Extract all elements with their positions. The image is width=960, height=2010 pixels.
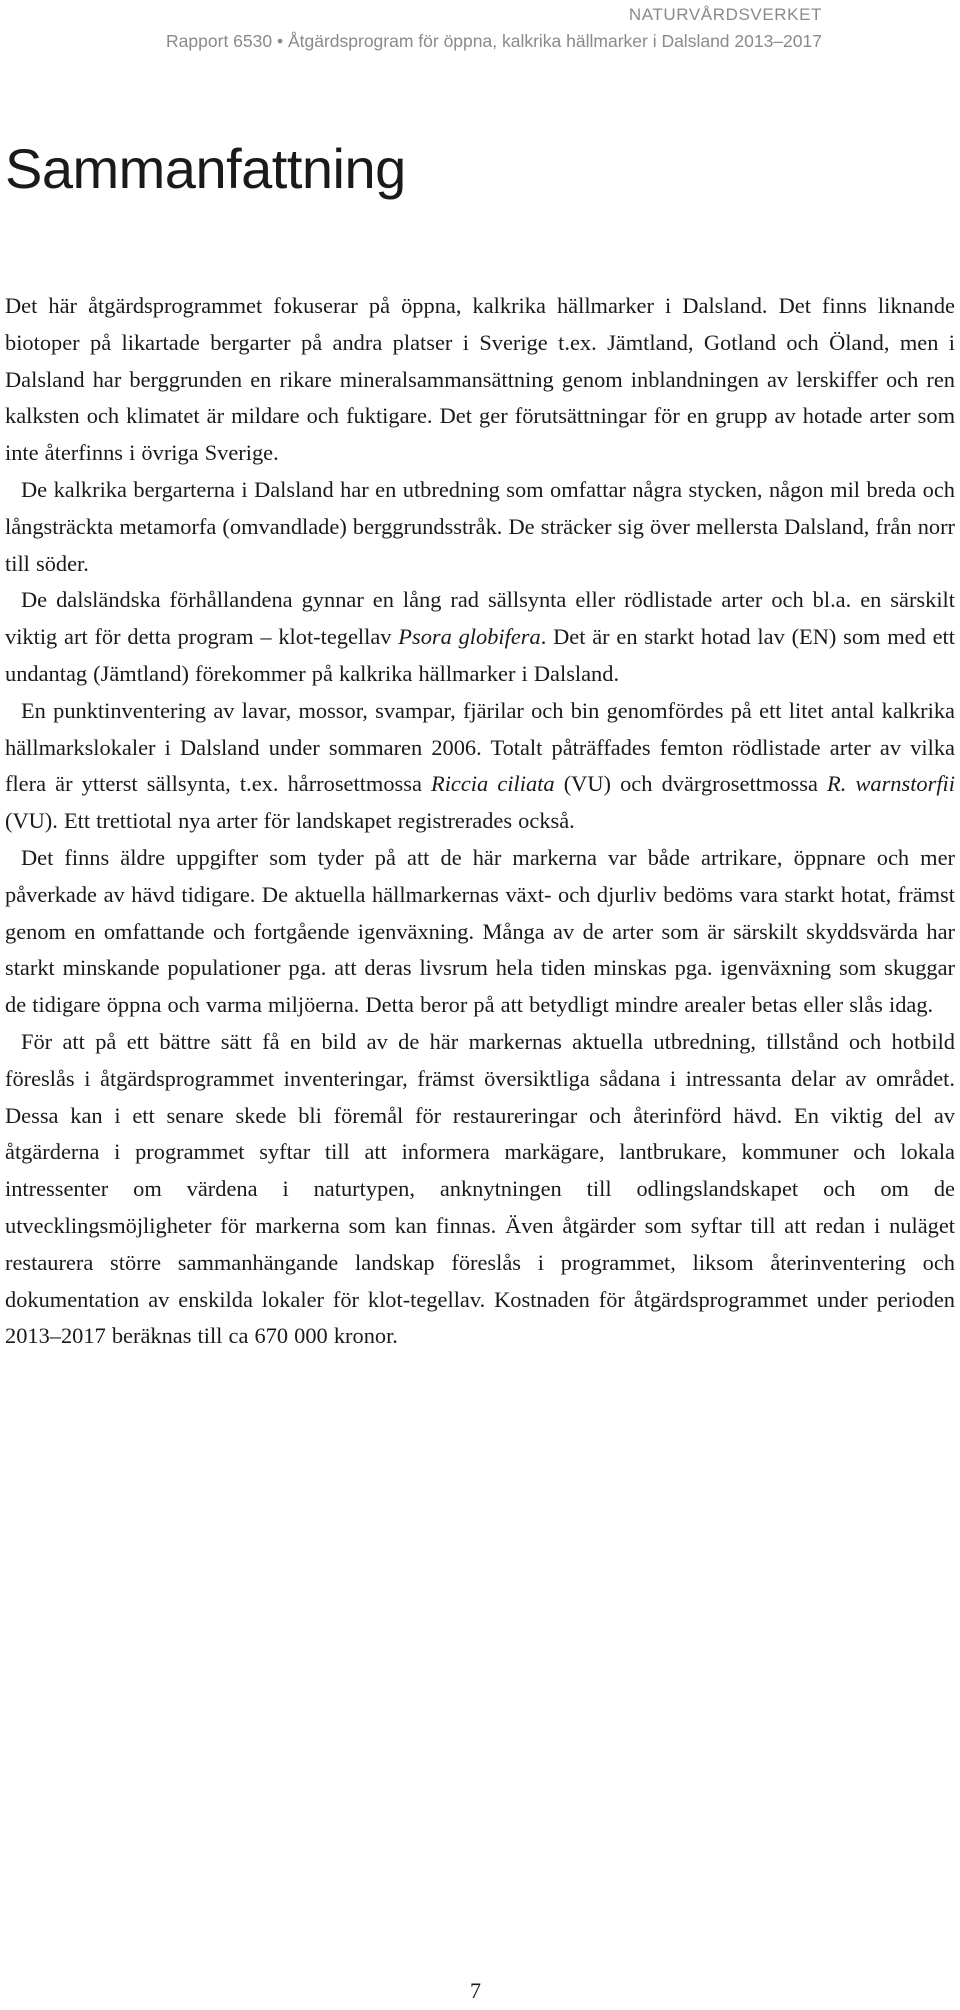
text-segment: Det finns äldre uppgifter som tyder på att de här markerna var både artrikare, öppnare och mer påverkade av hävd tidigare. De aktuella hällmarkernas växt- och djurliv bedöms vara starkt hotat, främst genom en omfattande och fortgående igenväxning. Många av de arter som är särskilt skyddsvärda har starkt minskande populationer pga. att deras livsrum hela tiden minskas pga. igenväxning som skuggar de tidigare öppna och varma miljöerna. Detta beror på att betydligt mindre arealer betas eller slås idag. [5, 844, 955, 1018]
species-name: Riccia ciliata [431, 771, 555, 797]
species-name: Psora globifera [398, 624, 541, 650]
page-number: 7 [470, 1978, 481, 2003]
report-title: Rapport 6530 • Åtgärdsprogram för öppna, kalkrika hällmarker i Dalsland 2013–2017 [166, 31, 822, 51]
paragraph [5, 1024, 955, 1355]
page-title: Sammanfattning [5, 137, 406, 200]
text-segment: (VU) och dvärgrosettmossa [554, 771, 828, 797]
paragraph [5, 582, 955, 692]
text-segment: (VU). Ett trettiotal nya arter för landskapet registrerades också. [5, 808, 575, 834]
paragraph [5, 288, 955, 472]
summary-body [5, 288, 955, 1355]
text-segment: En punktinventering av lavar, mossor, svampar, fjärilar och bin genomfördes på ett litet antal kalkrika hällmarkslokaler i Dalsland under sommaren 2006. Totalt påträffades femton rödlistade arter av vilka flera är ytterst sällsynta, t.ex. hårrosettmossa [5, 697, 955, 797]
text-segment: . Det är en starkt hotad lav (EN) som med ett undantag (Jämtland) förekommer på kalkrika hällmarker i Dalsland. [5, 624, 955, 686]
text-segment: Det här åtgärdsprogrammet fokuserar på öppna, kalkrika hällmarker i Dalsland. Det finns liknande biotoper på likartade bergarter på andra platser i Sverige t.ex. Jämtland, Gotland och Öland, men i Dalsland har berggrunden en rikare mineralsammansättning genom inblandningen av lerskiffer och ren kalksten och klimatet är mildare och fuktigare. Det ger förutsättningar för en grupp av hotade arter som inte återfinns i övriga Sverige. [5, 293, 955, 466]
paragraph [5, 840, 955, 1024]
agency-name: NATURVÅRDSVERKET [628, 5, 822, 24]
text-segment: De dalsländska förhållandena gynnar en lång rad sällsynta eller rödlistade arter och bl.a. en särskilt viktig art för detta program – klot-tegellav [5, 587, 955, 650]
text-segment: För att på ett bättre sätt få en bild av de här markernas aktuella utbredning, tillstånd och hotbild föreslås i åtgärdsprogrammet inventeringar, främst översiktliga sådana i intressanta delar av området. Dessa kan i ett senare skede bli föremål för restaureringar och återinförd hävd. En viktig del av åtgärderna i programmet syftar till att informera markägare, lantbrukare, kommuner och lokala intressenter om värdena i naturtypen, anknytningen till odlingslandskapet och om de utvecklingsmöjligheter för markerna som kan finnas. Även åtgärder som syftar till att redan i nuläget restaurera större sammanhängande landskap föreslås i programmet, liksom återinventering och dokumentation av enskilda lokaler för klot-tegellav. Kostnaden för åtgärdsprogrammet under perioden 2013–2017 beräknas till ca 670 000 kronor. [5, 1028, 955, 1349]
running-header [166, 2, 822, 54]
paragraph [5, 472, 955, 582]
text-segment: De kalkrika bergarterna i Dalsland har en utbredning som omfattar några stycken, någon mil breda och långsträckta metamorfa (omvandlade) berggrundsstråk. De sträcker sig över mellersta Dalsland, från norr till söder. [5, 476, 955, 576]
paragraph [5, 693, 955, 840]
species-name: R. warnstorfii [827, 771, 955, 797]
